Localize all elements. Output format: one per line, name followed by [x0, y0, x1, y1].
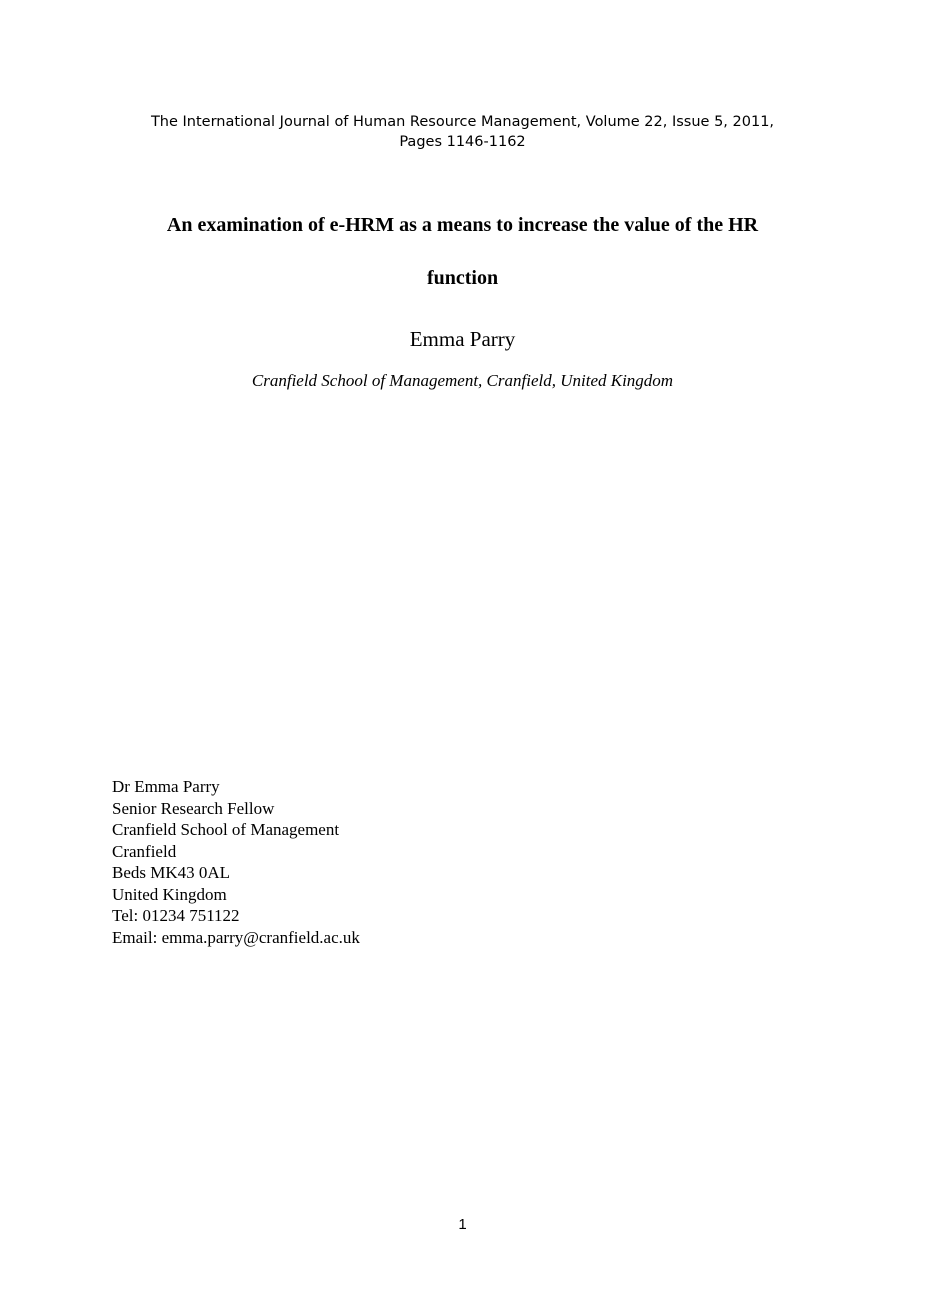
- contact-town: Cranfield: [112, 841, 177, 861]
- contact-block: [112, 776, 360, 948]
- contact-school: Cranfield School of Management: [112, 820, 340, 839]
- author-name: Emma Parry: [409, 327, 516, 351]
- paper-title-line-1: An examination of e-HRM as a means to increase the value of the HR: [166, 214, 759, 236]
- contact-email: Email: emma.parry@cranfield.ac.uk: [112, 927, 360, 947]
- journal-citation-line-1: The International Journal of Human Resource Management, Volume 22, Issue 5, 2011,: [150, 114, 775, 130]
- contact-country: United Kingdom: [112, 884, 227, 904]
- page-number: 1: [458, 1216, 467, 1233]
- author-affiliation: Cranfield School of Management, Cranfield, United Kingdom: [251, 371, 674, 390]
- contact-postcode: Beds MK43 0AL: [112, 863, 231, 882]
- paper-title-line-2: function: [426, 267, 499, 289]
- contact-telephone: Tel: 01234 751122: [112, 906, 240, 925]
- journal-citation-header: [0, 112, 925, 152]
- journal-citation-line-2: Pages 1146-1162: [399, 134, 526, 150]
- paper-title: [0, 199, 925, 305]
- contact-name: Dr Emma Parry: [112, 777, 220, 796]
- contact-position: Senior Research Fellow: [112, 798, 275, 818]
